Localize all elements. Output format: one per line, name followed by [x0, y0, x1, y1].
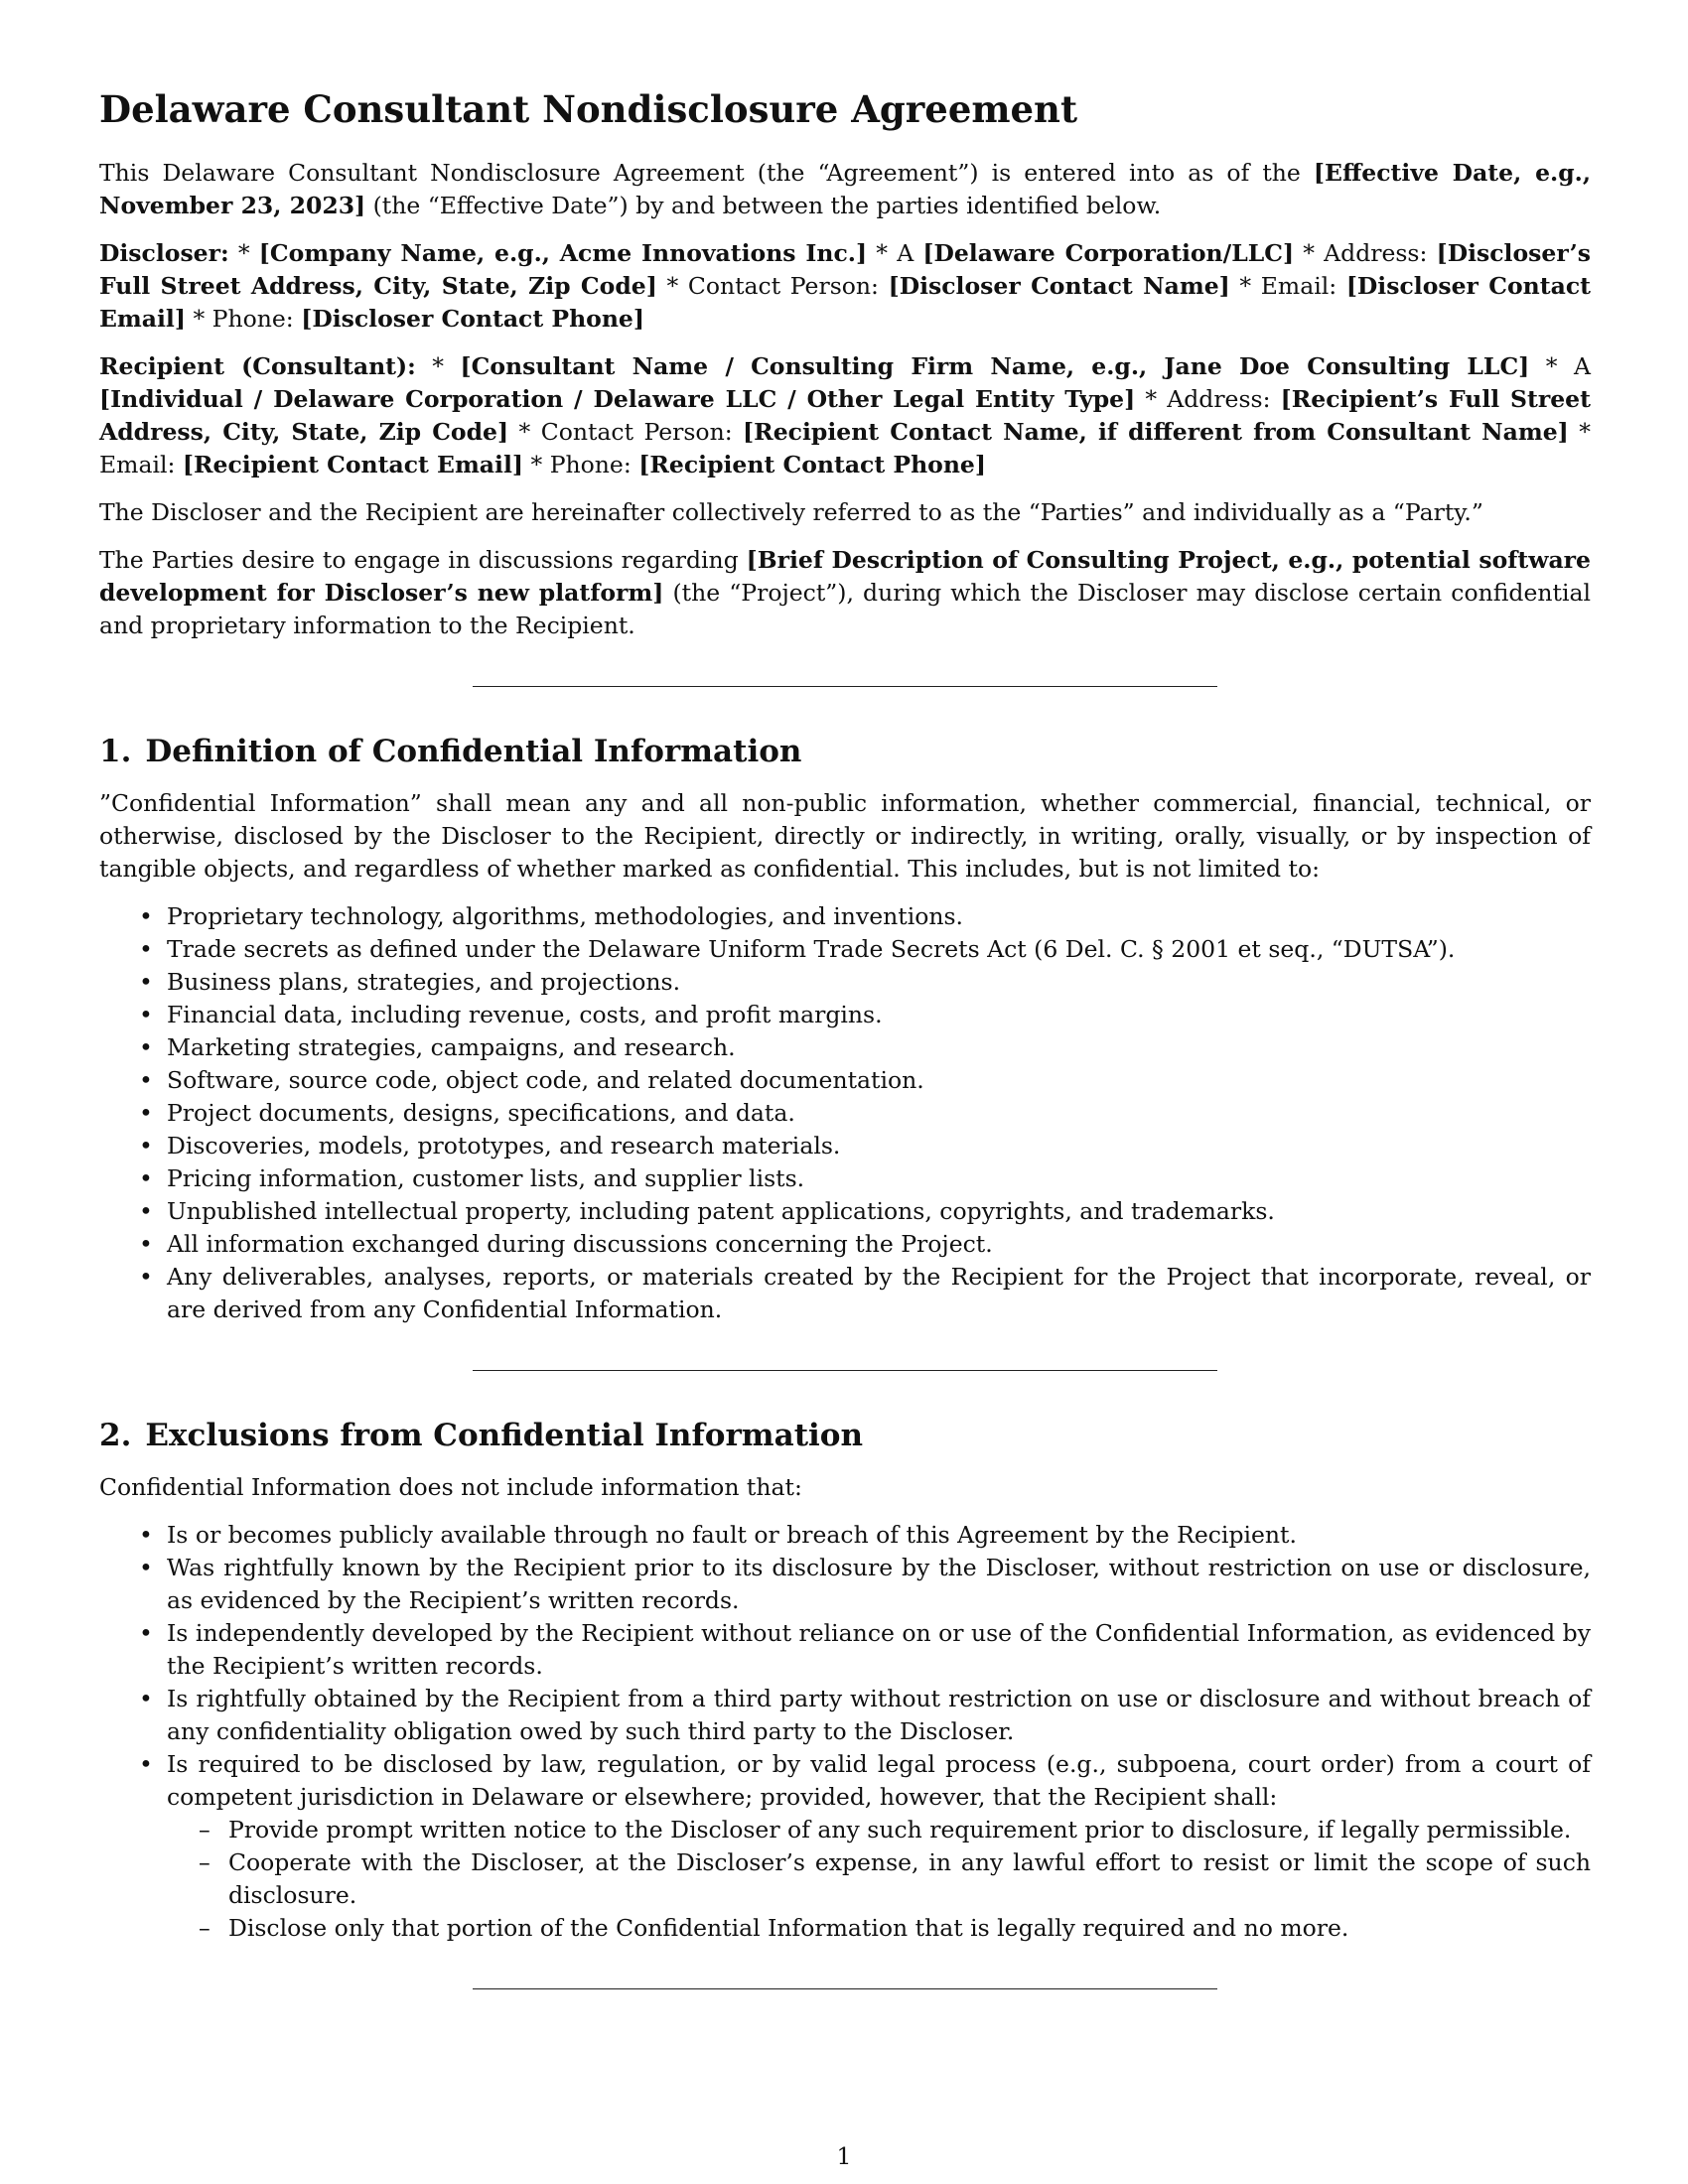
list-item: • Is or becomes publicly available through no fault or breach of this Agreement by the Recipient. — [99, 1519, 1591, 1552]
list-item: • Unpublished intellectual property, including patent applications, copyrights, and trademarks. — [99, 1195, 1591, 1228]
section-divider — [473, 686, 1217, 687]
list-item: • Is required to be disclosed by law, regulation, or by valid legal process (e.g., subpoena, court order) from a court of competent jurisdiction in Delaware or elsewhere; provided, however, that the Recipient shall: – Provide prompt written notice to the Discloser of any such requirement prior to disclosure, if legally permissible. – Cooperate with the Discloser, at the Discloser’s expense, in any lawful effort to resist or limit the scope of such disclosure. – Disclose only that portion of the Confidential Information that is legally required and no more. — [99, 1748, 1591, 1945]
project-paragraph: The Parties desire to engage in discussions regarding [Brief Description of Consulting Project, e.g., potential software development for Discloser’s new platform] (the “Project”), during which the Discloser may disclose certain confidential and proprietary information to the Recipient. — [99, 546, 1592, 640]
list-item: • Project documents, designs, specifications, and data. — [99, 1097, 1591, 1130]
section-2-sublist — [167, 1814, 1591, 1945]
list-item: • Software, source code, object code, and related documentation. — [99, 1064, 1591, 1097]
section-1-intro: ”Confidential Information” shall mean any and all non-public information, whether commercial, financial, technical, or otherwise, disclosed by the Discloser to the Recipient, directly or indirectly, in writing, orally, visually, or by inspection of tangible objects, and regardless of whether marked as confidential. This includes, but is not limited to: — [99, 789, 1591, 884]
section-2-heading: 2. Exclusions from Confidential Information — [99, 1418, 864, 1454]
sub-list-item: – Provide prompt written notice to the Discloser of any such requirement prior to disclosure, if legally permissible. — [167, 1814, 1591, 1846]
list-item: • Is independently developed by the Recipient without reliance on or use of the Confidential Information, as evidenced by the Recipient’s written records. — [99, 1617, 1591, 1683]
page-number: 1 — [836, 2142, 852, 2170]
sub-list-item: – Disclose only that portion of the Confidential Information that is legally required and no more. — [167, 1912, 1591, 1945]
list-item: • Is rightfully obtained by the Recipient from a third party without restriction on use or disclosure and without breach of any confidentiality obligation owed by such third party to the Discloser. — [99, 1683, 1591, 1748]
list-item: • Business plans, strategies, and projections. — [99, 966, 1591, 999]
section-divider — [473, 1988, 1217, 1989]
sub-list-item: – Cooperate with the Discloser, at the Discloser’s expense, in any lawful effort to resist or limit the scope of such disclosure. — [167, 1846, 1591, 1912]
document-page — [99, 87, 1591, 2035]
list-item: • Trade secrets as defined under the Delaware Uniform Trade Secrets Act (6 Del. C. § 2001 et seq., “DUTSA”). — [99, 933, 1591, 966]
document-title: Delaware Consultant Nondisclosure Agreement — [99, 87, 1078, 131]
list-item: • Marketing strategies, campaigns, and research. — [99, 1031, 1591, 1064]
section-divider — [473, 1370, 1217, 1371]
section-2-intro: Confidential Information does not include information that: — [99, 1472, 802, 1501]
discloser-paragraph: Discloser: * [Company Name, e.g., Acme Innovations Inc.] * A [Delaware Corporation/LLC] * Address: [Discloser’s Full Street Address, City, State, Zip Code] * Contact Person: [Discloser Contact Name] * Email: [Discloser Contact Email] * Phone: [Discloser Contact Phone] — [99, 239, 1591, 334]
parties-paragraph: The Discloser and the Recipient are hereinafter collectively referred to as the “Parties” and individually as a “Party.” — [99, 498, 1483, 527]
list-item: • Pricing information, customer lists, and supplier lists. — [99, 1162, 1591, 1195]
list-item: • Was rightfully known by the Recipient prior to its disclosure by the Discloser, without restriction on use or disclosure, as evidenced by the Recipient’s written records. — [99, 1552, 1591, 1617]
section-1-heading: 1. Definition of Confidential Information — [99, 734, 802, 770]
effective-date-placeholder: [Effective Date, e.g., November 23, 2023] — [99, 159, 1591, 220]
list-item: • Discoveries, models, prototypes, and research materials. — [99, 1130, 1591, 1162]
list-item: • Financial data, including revenue, costs, and profit margins. — [99, 999, 1591, 1031]
discloser-label: Discloser: — [99, 239, 229, 268]
recipient-paragraph: Recipient (Consultant): * [Consultant Name / Consulting Firm Name, e.g., Jane Doe Consulting LLC] * A [Individual / Delaware Corporation / Delaware LLC / Other Legal Entity Type] * Address: [Recipient’s Full Street Address, City, State, Zip Code] * Contact Person: [Recipient Contact Name, if different from Consultant Name] * Email: [Recipient Contact Email] * Phone: [Recipient Contact Phone] — [99, 352, 1591, 479]
list-item: • Proprietary technology, algorithms, methodologies, and inventions. — [99, 900, 1591, 933]
section-2-list — [99, 1519, 1591, 1945]
project-placeholder: [Brief Description of Consulting Project, e.g., potential software development for Discloser’s new platform] — [99, 546, 1592, 608]
section-1-list — [99, 900, 1591, 1326]
list-item: • All information exchanged during discussions concerning the Project. — [99, 1228, 1591, 1261]
intro-paragraph: This Delaware Consultant Nondisclosure Agreement (the “Agreement”) is entered into as of the [Effective Date, e.g., November 23, 2023] (the “Effective Date”) by and between the parties identified below. — [99, 159, 1591, 220]
list-item: • Any deliverables, analyses, reports, or materials created by the Recipient for the Project that incorporate, reveal, or are derived from any Confidential Information. — [99, 1261, 1591, 1326]
recipient-label: Recipient (Consultant): — [99, 352, 416, 381]
